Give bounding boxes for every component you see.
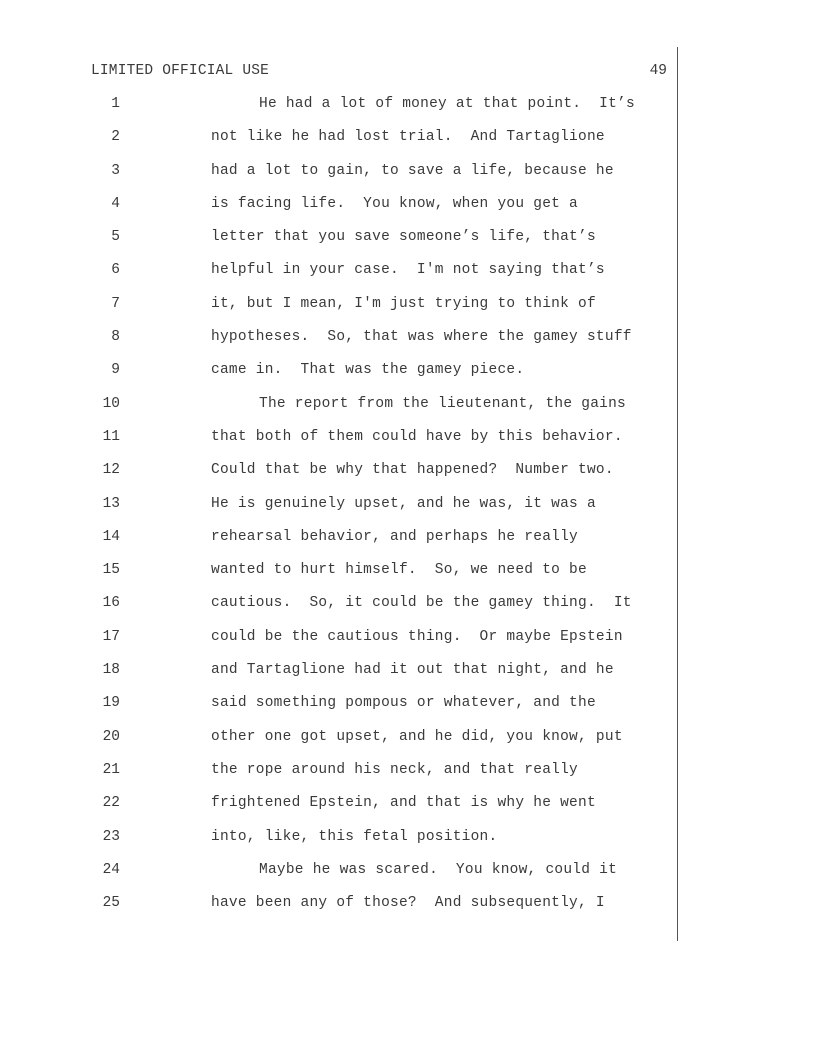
transcript-line [0,425,816,458]
line-number: 12 [102,462,120,479]
line-text: The report from the lieutenant, the gains [259,395,627,412]
line-number: 13 [102,495,120,512]
line-text: said something pompous or whatever, and the [211,695,596,712]
line-number: 14 [102,528,120,545]
transcript-line [0,458,816,491]
line-number: 17 [102,628,120,645]
transcript-line [0,358,816,391]
line-text: had a lot to gain, to save a life, because he [211,162,614,179]
line-number: 21 [102,761,120,778]
line-text: frightened Epstein, and that is why he went [211,795,596,812]
line-number: 25 [102,895,120,912]
line-number: 5 [111,229,120,246]
line-text: He had a lot of money at that point. It’s [259,96,635,112]
line-number: 4 [111,195,120,212]
line-number: 2 [111,129,120,146]
transcript-line [0,858,816,891]
transcript-line [0,625,816,658]
transcript-line [0,92,816,125]
transcript-line [0,258,816,291]
line-text: came in. That was the gamey piece. [211,362,525,379]
transcript-line [0,691,816,724]
transcript-line [0,125,816,158]
line-text: rehearsal behavior, and perhaps he really [211,528,579,545]
transcript-line [0,492,816,525]
line-text: and Tartaglione had it out that night, and he [211,662,614,679]
transcript-line [0,658,816,691]
line-text: wanted to hurt himself. So, we need to be [211,562,587,579]
line-text: the rope around his neck, and that really [211,761,579,778]
line-text: cautious. So, it could be the gamey thing. It [211,595,632,612]
line-text: not like he had lost trial. And Tartaglione [211,129,605,146]
transcript-line [0,225,816,258]
transcript-line [0,325,816,358]
line-text: Could that be why that happened? Number two. [211,462,614,479]
line-number: 7 [111,295,120,312]
transcript-line [0,558,816,591]
transcript-line [0,392,816,425]
transcript-line [0,891,816,924]
line-number: 15 [102,562,120,579]
line-number: 23 [102,828,120,845]
transcript-line [0,591,816,624]
line-number: 9 [111,362,120,379]
transcript-line [0,758,816,791]
line-text: other one got upset, and he did, you know, put [211,728,623,745]
transcript-line [0,292,816,325]
line-text: hypotheses. So, that was where the gamey stuff [211,329,632,346]
classification-marking: LIMITED OFFICIAL USE [91,63,270,79]
line-number: 8 [111,329,120,346]
transcript-line [0,725,816,758]
transcript-line [0,791,816,824]
line-text: have been any of those? And subsequently, I [211,895,605,912]
line-number: 3 [111,162,120,179]
line-text: is facing life. You know, when you get a [211,195,579,212]
transcript-line [0,192,816,225]
line-text: He is genuinely upset, and he was, it was a [211,495,596,512]
line-number: 16 [102,595,120,612]
line-number: 22 [102,795,120,812]
line-text: Maybe he was scared. You know, could it [259,861,618,878]
line-number: 24 [102,861,120,878]
line-text: it, but I mean, I'm just trying to think of [211,295,596,312]
page-number: 49 [649,63,667,79]
line-number: 6 [111,262,120,279]
line-number: 19 [102,695,120,712]
line-text: letter that you save someone’s life, that’s [211,229,596,246]
line-text: into, like, this fetal position. [211,828,498,845]
line-text: helpful in your case. I'm not saying that’s [211,262,605,279]
transcript-line [0,525,816,558]
page-header [91,61,667,81]
line-text: could be the cautious thing. Or maybe Epstein [211,628,623,645]
transcript-line [0,159,816,192]
line-number: 1 [111,96,120,112]
transcript-line [0,825,816,858]
line-number: 20 [102,728,120,745]
transcript-lines [0,92,816,924]
line-number: 10 [102,395,120,412]
line-text: that both of them could have by this behavior. [211,428,623,445]
line-number: 11 [102,428,120,445]
line-number: 18 [102,662,120,679]
